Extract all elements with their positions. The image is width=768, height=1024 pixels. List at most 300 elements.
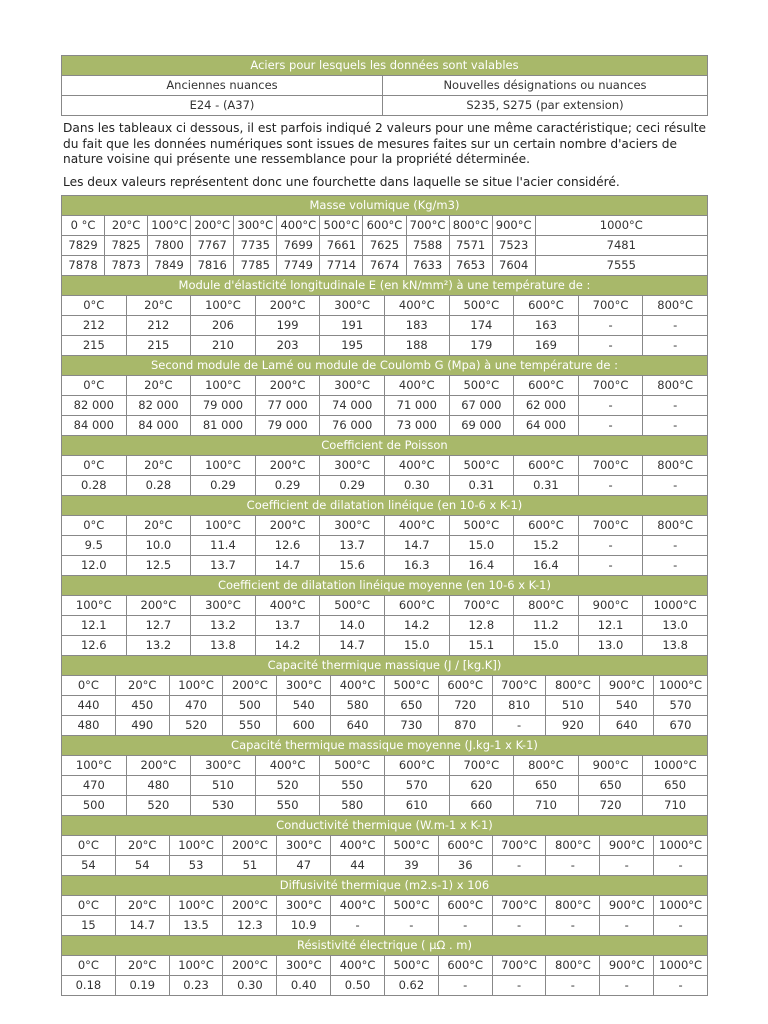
temperature-header: 600°C: [438, 896, 492, 916]
data-row: [62, 636, 708, 656]
steel-grades-title: Aciers pour lesquels les données sont valables: [62, 56, 708, 76]
section-title: Masse volumique (Kg/m3): [62, 196, 708, 216]
value-cell: -: [643, 336, 708, 356]
value-cell: 71 000: [384, 396, 449, 416]
temperature-header: 500°C: [384, 896, 438, 916]
value-cell: 212: [62, 316, 127, 336]
value-cell: 450: [115, 696, 169, 716]
value-cell: -: [578, 396, 643, 416]
value-cell: 7571: [449, 236, 492, 256]
temperature-header: 300°C: [234, 216, 277, 236]
temperature-header: 200°C: [255, 296, 320, 316]
value-cell: 470: [169, 696, 223, 716]
value-cell: -: [600, 856, 654, 876]
value-cell: 470: [62, 776, 127, 796]
value-cell: 199: [255, 316, 320, 336]
section-title: Coefficient de dilatation linéique (en 10-6 x K-1): [62, 496, 708, 516]
old-grades-value: E24 - (A37): [62, 96, 383, 116]
value-cell: 500: [223, 696, 277, 716]
value-cell: 0.19: [115, 976, 169, 996]
value-cell: 12.6: [255, 536, 320, 556]
value-cell: 710: [514, 796, 579, 816]
value-cell: 550: [320, 776, 385, 796]
section-title: Diffusivité thermique (m2.s-1) x 106: [62, 876, 708, 896]
value-cell: 7604: [492, 256, 535, 276]
value-cell: 9.5: [62, 536, 127, 556]
value-cell: 215: [126, 336, 191, 356]
temperature-header: 500°C: [384, 836, 438, 856]
value-cell: 10.0: [126, 536, 191, 556]
value-cell: 530: [191, 796, 256, 816]
value-cell: 13.0: [578, 636, 643, 656]
value-cell: 174: [449, 316, 514, 336]
value-cell: 15.1: [449, 636, 514, 656]
temperature-header: 700°C: [492, 676, 546, 696]
temperature-header: 200°C: [255, 456, 320, 476]
value-cell: 550: [255, 796, 320, 816]
value-cell: 650: [643, 776, 708, 796]
section-title-row: [62, 736, 708, 756]
value-cell: -: [438, 976, 492, 996]
value-cell: -: [643, 396, 708, 416]
value-cell: 16.4: [449, 556, 514, 576]
value-cell: 490: [115, 716, 169, 736]
temperature-header: 500°C: [449, 296, 514, 316]
section-title-row: [62, 276, 708, 296]
section-title-row: [62, 936, 708, 956]
temperature-header: 0°C: [62, 956, 116, 976]
value-cell: -: [492, 976, 546, 996]
temperature-header: 500°C: [449, 456, 514, 476]
temperature-header: 400°C: [384, 296, 449, 316]
value-cell: 0.28: [126, 476, 191, 496]
value-cell: 195: [320, 336, 385, 356]
value-cell: -: [643, 476, 708, 496]
value-cell: 13.7: [191, 556, 256, 576]
value-cell: 610: [384, 796, 449, 816]
temperature-header: 1000°C: [654, 836, 708, 856]
value-cell: 640: [600, 716, 654, 736]
temperature-header: 100°C: [191, 516, 256, 536]
temperature-header: 1000°C: [654, 956, 708, 976]
section-title-row: [62, 356, 708, 376]
value-cell: 36: [438, 856, 492, 876]
value-cell: 600: [277, 716, 331, 736]
value-cell: 12.6: [62, 636, 127, 656]
header-row: [62, 296, 708, 316]
temperature-header: 0 °C: [62, 216, 105, 236]
value-cell: 13.0: [643, 616, 708, 636]
value-cell: 12.1: [62, 616, 127, 636]
value-cell: 73 000: [384, 416, 449, 436]
temperature-header: 20°C: [115, 676, 169, 696]
value-cell: 15: [62, 916, 116, 936]
temperature-header: 300°C: [320, 296, 385, 316]
value-cell: 76 000: [320, 416, 385, 436]
temperature-header: 500°C: [449, 516, 514, 536]
value-cell: 14.2: [255, 636, 320, 656]
header-row: [62, 216, 708, 236]
value-cell: -: [654, 916, 708, 936]
value-cell: -: [600, 916, 654, 936]
value-cell: 53: [169, 856, 223, 876]
temperature-header: 20°C: [105, 216, 148, 236]
value-cell: 7699: [277, 236, 320, 256]
value-cell: 16.4: [514, 556, 579, 576]
value-cell: 14.7: [255, 556, 320, 576]
value-cell: -: [492, 916, 546, 936]
section-title-row: [62, 196, 708, 216]
temperature-header: 100°C: [62, 756, 127, 776]
new-grades-value: S235, S275 (par extension): [383, 96, 708, 116]
temperature-header: 700°C: [449, 596, 514, 616]
value-cell: -: [654, 856, 708, 876]
value-cell: 12.8: [449, 616, 514, 636]
data-row: [62, 776, 708, 796]
value-cell: -: [643, 316, 708, 336]
old-grades-header: Anciennes nuances: [62, 76, 383, 96]
value-cell: 520: [169, 716, 223, 736]
value-cell: -: [578, 556, 643, 576]
value-cell: 7625: [363, 236, 406, 256]
temperature-header: 100°C: [191, 296, 256, 316]
temperature-header: 500°C: [384, 956, 438, 976]
value-cell: 84 000: [62, 416, 127, 436]
value-cell: 13.5: [169, 916, 223, 936]
new-grades-header: Nouvelles désignations ou nuances: [383, 76, 708, 96]
temperature-header: 800°C: [449, 216, 492, 236]
header-row: [62, 896, 708, 916]
temperature-header: 300°C: [320, 516, 385, 536]
temperature-header: 0°C: [62, 896, 116, 916]
temperature-header: 200°C: [223, 676, 277, 696]
header-row: [62, 376, 708, 396]
value-cell: 0.62: [384, 976, 438, 996]
value-cell: 520: [255, 776, 320, 796]
temperature-header: 600°C: [514, 296, 579, 316]
data-row: [62, 916, 708, 936]
data-row: [62, 716, 708, 736]
value-cell: -: [643, 416, 708, 436]
value-cell: 15.0: [384, 636, 449, 656]
temperature-header: 200°C: [255, 516, 320, 536]
value-cell: 0.50: [331, 976, 385, 996]
value-cell: 64 000: [514, 416, 579, 436]
value-cell: 7555: [535, 256, 707, 276]
temperature-header: 200°C: [126, 596, 191, 616]
value-cell: 13.2: [191, 616, 256, 636]
temperature-header: 800°C: [643, 516, 708, 536]
header-row: [62, 836, 708, 856]
temperature-header: 400°C: [331, 896, 385, 916]
value-cell: 730: [384, 716, 438, 736]
value-cell: 215: [62, 336, 127, 356]
temperature-header: 700°C: [406, 216, 449, 236]
value-cell: 650: [578, 776, 643, 796]
value-cell: 440: [62, 696, 116, 716]
section-title-row: [62, 876, 708, 896]
value-cell: -: [654, 976, 708, 996]
temperature-header: 600°C: [514, 456, 579, 476]
temperature-header: 800°C: [546, 896, 600, 916]
temperature-header: 700°C: [492, 836, 546, 856]
value-cell: 7749: [277, 256, 320, 276]
value-cell: 67 000: [449, 396, 514, 416]
value-cell: 7873: [105, 256, 148, 276]
value-cell: 12.3: [223, 916, 277, 936]
temperature-header: 20°C: [115, 836, 169, 856]
value-cell: 39: [384, 856, 438, 876]
value-cell: 670: [654, 716, 708, 736]
section-title: Conductivité thermique (W.m-1 x K-1): [62, 816, 708, 836]
temperature-header: 800°C: [546, 956, 600, 976]
header-row: [62, 756, 708, 776]
value-cell: 79 000: [255, 416, 320, 436]
temperature-header: 20°C: [115, 956, 169, 976]
temperature-header: 300°C: [277, 676, 331, 696]
temperature-header: 100°C: [169, 836, 223, 856]
header-row: [62, 596, 708, 616]
temperature-header: 600°C: [438, 956, 492, 976]
temperature-header: 600°C: [384, 756, 449, 776]
value-cell: 570: [654, 696, 708, 716]
temperature-header: 0°C: [62, 836, 116, 856]
value-cell: 82 000: [62, 396, 127, 416]
temperature-header: 900°C: [492, 216, 535, 236]
data-row: [62, 616, 708, 636]
temperature-header: 600°C: [384, 596, 449, 616]
temperature-header: 20°C: [115, 896, 169, 916]
value-cell: 720: [578, 796, 643, 816]
temperature-header: 400°C: [331, 836, 385, 856]
section-title-row: [62, 496, 708, 516]
temperature-header: 900°C: [600, 836, 654, 856]
value-cell: 7800: [148, 236, 191, 256]
value-cell: 510: [191, 776, 256, 796]
temperature-header: 400°C: [331, 676, 385, 696]
value-cell: 51: [223, 856, 277, 876]
temperature-header: 20°C: [126, 456, 191, 476]
value-cell: 44: [331, 856, 385, 876]
temperature-header: 100°C: [191, 456, 256, 476]
data-row: [62, 316, 708, 336]
value-cell: 7653: [449, 256, 492, 276]
value-cell: -: [578, 536, 643, 556]
temperature-header: 500°C: [449, 376, 514, 396]
temperature-header: 700°C: [492, 896, 546, 916]
temperature-header: 500°C: [320, 596, 385, 616]
temperature-header: 200°C: [126, 756, 191, 776]
temperature-header: 600°C: [514, 516, 579, 536]
value-cell: 810: [492, 696, 546, 716]
value-cell: -: [492, 716, 546, 736]
temperature-header: 700°C: [578, 296, 643, 316]
temperature-header: 400°C: [277, 216, 320, 236]
value-cell: 14.0: [320, 616, 385, 636]
value-cell: 16.3: [384, 556, 449, 576]
value-cell: 12.1: [578, 616, 643, 636]
value-cell: 660: [449, 796, 514, 816]
temperature-header: 20°C: [126, 376, 191, 396]
value-cell: 650: [384, 696, 438, 716]
value-cell: 0.30: [384, 476, 449, 496]
data-row: [62, 476, 708, 496]
steel-grades-table: [61, 55, 708, 116]
value-cell: 14.7: [115, 916, 169, 936]
temperature-header: 800°C: [514, 756, 579, 776]
temperature-header: 0°C: [62, 376, 127, 396]
temperature-header: 800°C: [643, 296, 708, 316]
value-cell: 163: [514, 316, 579, 336]
value-cell: 7523: [492, 236, 535, 256]
temperature-header: 700°C: [578, 516, 643, 536]
value-cell: 13.8: [643, 636, 708, 656]
value-cell: 13.7: [255, 616, 320, 636]
temperature-header: 600°C: [363, 216, 406, 236]
value-cell: -: [546, 856, 600, 876]
value-cell: 7785: [234, 256, 277, 276]
temperature-header: 0°C: [62, 516, 127, 536]
value-cell: 550: [223, 716, 277, 736]
temperature-header: 0°C: [62, 676, 116, 696]
section-title: Module d'élasticité longitudinale E (en kN/mm²) à une température de :: [62, 276, 708, 296]
value-cell: 0.28: [62, 476, 127, 496]
temperature-header: 900°C: [600, 676, 654, 696]
temperature-header: 800°C: [643, 456, 708, 476]
value-cell: -: [546, 976, 600, 996]
data-row: [62, 536, 708, 556]
temperature-header: 800°C: [514, 596, 579, 616]
value-cell: 500: [62, 796, 127, 816]
value-cell: 7714: [320, 256, 363, 276]
temperature-header: 600°C: [438, 836, 492, 856]
data-row: [62, 236, 708, 256]
temperature-header: 300°C: [277, 956, 331, 976]
value-cell: -: [643, 556, 708, 576]
value-cell: 15.0: [449, 536, 514, 556]
section-title: Capacité thermique massique (J / [kg.K]): [62, 656, 708, 676]
document-page: [61, 55, 707, 996]
data-row: [62, 256, 708, 276]
value-cell: 15.2: [514, 536, 579, 556]
header-row: [62, 456, 708, 476]
value-cell: -: [492, 856, 546, 876]
value-cell: 480: [62, 716, 116, 736]
value-cell: 920: [546, 716, 600, 736]
temperature-header: 100°C: [169, 956, 223, 976]
value-cell: 650: [514, 776, 579, 796]
value-cell: 69 000: [449, 416, 514, 436]
temperature-header: 900°C: [578, 756, 643, 776]
value-cell: 13.8: [191, 636, 256, 656]
value-cell: 14.7: [384, 536, 449, 556]
temperature-header: 400°C: [331, 956, 385, 976]
value-cell: 81 000: [191, 416, 256, 436]
intro-paragraph: Dans les tableaux ci dessous, il est parfois indiqué 2 valeurs pour une même caractéristique; ceci résulte du fait que les données numériques sont issues de mesures faites sur un certain nombre d'aciers de nature voisine qui présente une ressemblance pour la propriété déterminée.: [63, 121, 707, 166]
temperature-header: 20°C: [126, 516, 191, 536]
value-cell: 188: [384, 336, 449, 356]
temperature-header: 200°C: [223, 896, 277, 916]
value-cell: 580: [320, 796, 385, 816]
value-cell: 62 000: [514, 396, 579, 416]
temperature-header: 300°C: [277, 896, 331, 916]
temperature-header: 900°C: [578, 596, 643, 616]
temperature-header: 300°C: [191, 756, 256, 776]
value-cell: 7825: [105, 236, 148, 256]
temperature-header: 300°C: [320, 456, 385, 476]
temperature-header: 800°C: [546, 836, 600, 856]
temperature-header: 1000°C: [643, 596, 708, 616]
value-cell: 79 000: [191, 396, 256, 416]
value-cell: 7633: [406, 256, 449, 276]
data-row: [62, 396, 708, 416]
header-row: [62, 516, 708, 536]
temperature-header: 200°C: [255, 376, 320, 396]
value-cell: 7878: [62, 256, 105, 276]
value-cell: 580: [331, 696, 385, 716]
temperature-header: 200°C: [223, 836, 277, 856]
temperature-header: 900°C: [600, 896, 654, 916]
section-title-row: [62, 656, 708, 676]
temperature-header: 400°C: [384, 516, 449, 536]
section-title: Résistivité électrique ( µΩ . m): [62, 936, 708, 956]
temperature-header: 400°C: [384, 456, 449, 476]
header-row: [62, 956, 708, 976]
value-cell: 54: [115, 856, 169, 876]
value-cell: 84 000: [126, 416, 191, 436]
value-cell: 480: [126, 776, 191, 796]
value-cell: 0.30: [223, 976, 277, 996]
temperature-header: 300°C: [320, 376, 385, 396]
value-cell: 13.2: [126, 636, 191, 656]
temperature-header: 500°C: [384, 676, 438, 696]
section-title: Capacité thermique massique moyenne (J.kg-1 x K-1): [62, 736, 708, 756]
data-row: [62, 796, 708, 816]
section-title: Coefficient de dilatation linéique moyenne (en 10-6 x K-1): [62, 576, 708, 596]
value-cell: 82 000: [126, 396, 191, 416]
value-cell: 212: [126, 316, 191, 336]
temperature-header: 900°C: [600, 956, 654, 976]
value-cell: -: [643, 536, 708, 556]
value-cell: -: [600, 976, 654, 996]
properties-table: [61, 195, 708, 996]
value-cell: 13.7: [320, 536, 385, 556]
value-cell: 191: [320, 316, 385, 336]
value-cell: 179: [449, 336, 514, 356]
value-cell: 540: [277, 696, 331, 716]
temperature-header: 800°C: [546, 676, 600, 696]
temperature-header: 1000°C: [535, 216, 707, 236]
value-cell: 210: [191, 336, 256, 356]
value-cell: 14.7: [320, 636, 385, 656]
value-cell: 7816: [191, 256, 234, 276]
temperature-header: 600°C: [438, 676, 492, 696]
value-cell: 7735: [234, 236, 277, 256]
value-cell: 0.31: [514, 476, 579, 496]
value-cell: 570: [384, 776, 449, 796]
value-cell: 7829: [62, 236, 105, 256]
value-cell: 7767: [191, 236, 234, 256]
value-cell: 0.29: [320, 476, 385, 496]
value-cell: 0.18: [62, 976, 116, 996]
value-cell: -: [546, 916, 600, 936]
temperature-header: 0°C: [62, 456, 127, 476]
temperature-header: 300°C: [277, 836, 331, 856]
section-title-row: [62, 816, 708, 836]
value-cell: 720: [438, 696, 492, 716]
value-cell: 710: [643, 796, 708, 816]
temperature-header: 100°C: [191, 376, 256, 396]
